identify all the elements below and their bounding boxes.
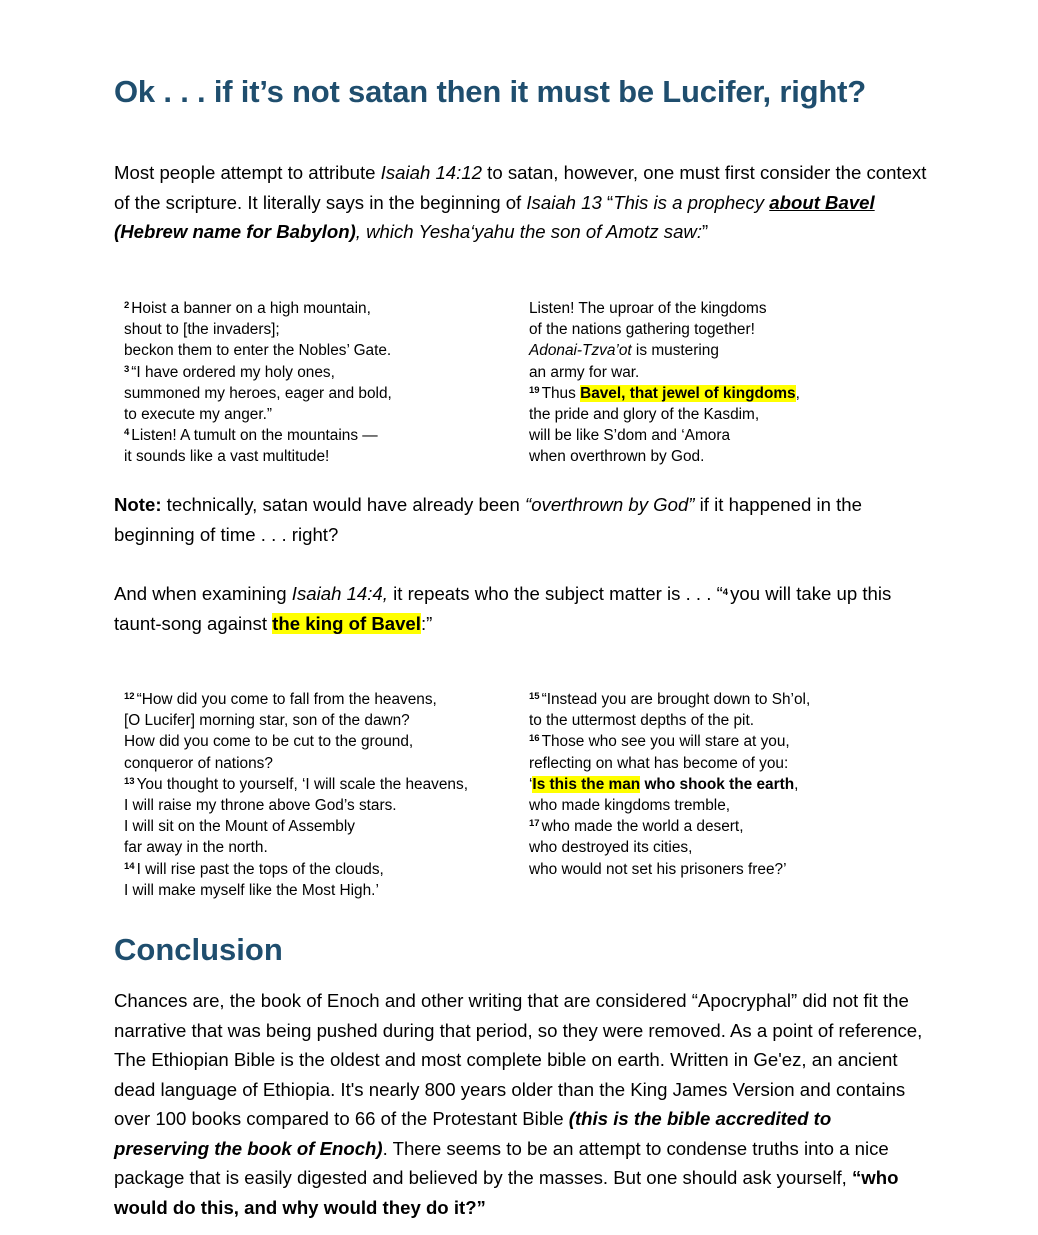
verse-line: who destroyed its cities, [529, 839, 693, 857]
verse-line: $^{19}$ Thus Bavel, that jewel of kingdoms, [529, 384, 800, 402]
emphasis-about-bavel: about Bavel [769, 191, 875, 213]
hebrew-name-note: (Hebrew name for Babylon) [114, 221, 356, 242]
verse-line: to the uttermost depths of the pit. [529, 712, 755, 730]
verse-line: I will sit on the Mount of Assembly [124, 818, 355, 836]
note-label: Note: [114, 494, 162, 515]
verse-line: to execute my anger.” [124, 406, 272, 424]
highlight-bavel-jewel: Bavel, that jewel of kingdoms [580, 384, 796, 402]
note-paragraph: Note: technically, satan would have already been “overthrown by God” if it happened in the beginning of time . . . right? [114, 494, 862, 545]
verse-line: Adonai-Tzva’ot is mustering [529, 342, 719, 360]
verse-line: shout to [the invaders]; [124, 321, 280, 339]
verse-line: who made kingdoms tremble, [529, 797, 731, 815]
verse-line: an army for war. [529, 363, 640, 381]
verse-line: $^{13}$ You thought to yourself, ‘I will scale the heavens, [124, 775, 468, 793]
verse-line: ‘Is this the man who shook the earth, [529, 775, 799, 793]
scripture-quote-left [124, 689, 468, 901]
verse-line: $^{17}$ who made the world a desert, [529, 818, 744, 836]
intro-paragraph: Most people attempt to attribute Isaiah 14:12 to satan, however, one must first consider the context of the scripture. It literally says in the beginning of Isaiah 13 “This is a prophecy about Bavel (Hebrew name for Babylon), which Yesha‘yahu the son of Amotz saw:” [114, 162, 927, 242]
verse-line: $^{16}$ Those who see you will stare at you, [529, 733, 790, 751]
verse-line: I will raise my throne above God’s stars. [124, 797, 397, 815]
verse-line: $^{12}$ “How did you come to fall from the heavens, [124, 691, 437, 708]
closing-question: “who would do this, and why would they do it?” [114, 1167, 899, 1218]
verse-line: $^4$ Listen! A tumult on the mountains — [124, 427, 378, 445]
verse-line: summoned my heroes, eager and bold, [124, 384, 392, 402]
section-heading: Ok . . . if it’s not satan then it must be Lucifer, right? [114, 74, 866, 109]
verse-line: who would not set his prisoners free?’ [529, 860, 787, 878]
scripture-quote-right [529, 689, 810, 880]
examine-paragraph: And when examining Isaiah 14:4, it repeats who the subject matter is . . . “$^4$ you will take up this taunt-song against the king of Bavel:” [114, 583, 892, 634]
verse-line: when overthrown by God. [529, 448, 705, 466]
verse-line: beckon them to enter the Nobles’ Gate. [124, 342, 392, 360]
verse-line: conqueror of nations? [124, 754, 273, 772]
verse-line: will be like S’dom and ‘Amora [529, 427, 731, 445]
verse-line: it sounds like a vast multitude! [124, 448, 330, 466]
highlight-is-this-the-man: Is this the man [532, 775, 641, 793]
verse-line: [O Lucifer] morning star, son of the dawn? [124, 712, 410, 730]
scripture-reference: Isaiah 13 [526, 191, 602, 213]
verse-line: far away in the north. [124, 839, 268, 857]
scripture-reference: Isaiah 14:12 [380, 162, 482, 183]
scripture-quote-right [529, 298, 800, 468]
verse-line: I will make myself like the Most High.’ [124, 881, 379, 899]
verse-line: $^{14}$ I will rise past the tops of the clouds, [124, 860, 384, 878]
verse-line: $^{15}$ “Instead you are brought down to Sh’ol, [529, 691, 811, 708]
verse-line: reflecting on what has become of you: [529, 754, 789, 772]
verse-line: How did you come to be cut to the ground, [124, 733, 414, 751]
conclusion-paragraph: Chances are, the book of Enoch and other writing that are considered “Apocryphal” did not fit the narrative that was being pushed during that period, so they were removed. As a point of reference, The Ethiopian Bible is the oldest and most complete bible on earth. Written in Ge'ez, an ancient dead language of Ethiopia. It's nearly 800 years older than the King James Version and contains over 100 books compared to 66 of the Protestant Bible (this is the bible accredited to preserving the book of Enoch). There seems to be an attempt to condense truths into a nice package that is easily digested and believed by the masses. But one should ask yourself, “who would do this, and why would they do it?” [114, 990, 923, 1218]
verse-line: $^2$ Hoist a banner on a high mountain, [124, 300, 371, 317]
verse-line: the pride and glory of the Kasdim, [529, 406, 760, 424]
conclusion-heading: Conclusion [114, 932, 283, 967]
highlight-king-of-bavel: the king of Bavel [272, 612, 421, 634]
scripture-quote-left [124, 298, 392, 468]
ethiopian-bible-note: (this is the bible accredited to preserving the book of Enoch) [114, 1108, 832, 1159]
verse-line: Listen! The uproar of the kingdoms [529, 300, 767, 317]
verse-line: of the nations gathering together! [529, 321, 755, 339]
scripture-reference: Isaiah 14:4, [291, 583, 388, 604]
verse-line: $^3$ “I have ordered my holy ones, [124, 363, 335, 381]
